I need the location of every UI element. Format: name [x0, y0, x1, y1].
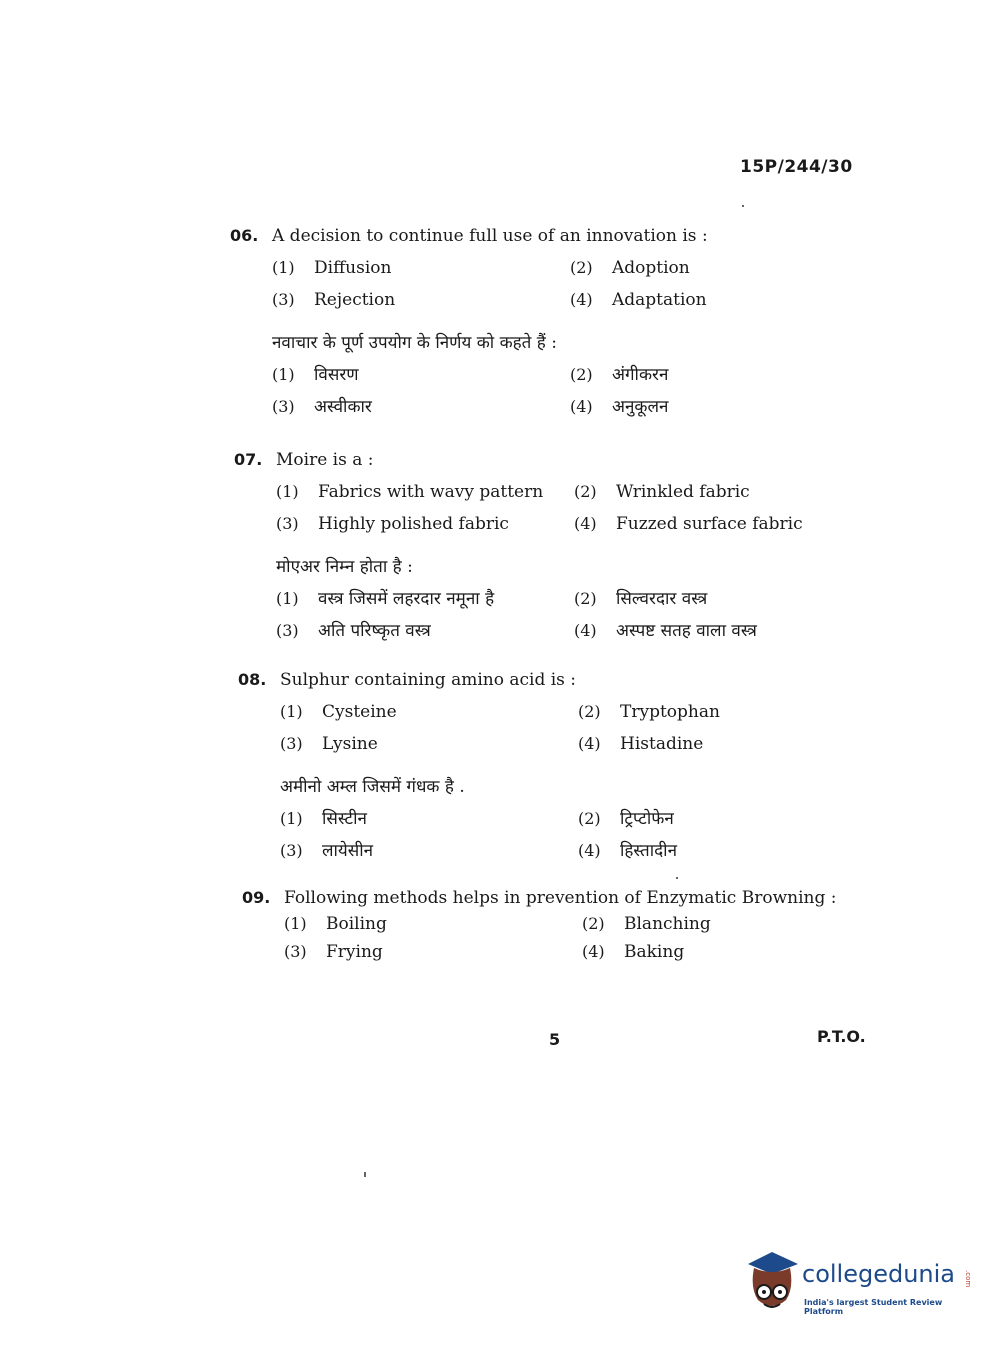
question-08: [238, 670, 858, 870]
option-4-hindi: (4) अस्पष्ट सतह वाला वस्त्र: [574, 621, 757, 641]
option-2: (2) Tryptophan: [578, 702, 720, 722]
option-2: (2) Adoption: [570, 258, 690, 278]
option-1-hindi: (1) सिस्टीन: [280, 809, 367, 829]
option-4: (4) Fuzzed surface fabric: [574, 514, 803, 534]
option-4: (4) Histadine: [578, 734, 704, 754]
question-number: 07.: [234, 450, 263, 469]
option-2-hindi: (2) अंगीकरन: [570, 365, 669, 385]
paper-code: 15P/244/30: [740, 157, 853, 177]
option-1-hindi: (1) वस्त्र जिसमें लहरदार नमूना है: [276, 589, 495, 609]
logo-tld: .com: [964, 1270, 972, 1288]
option-4: (4) Adaptation: [570, 290, 707, 310]
collegedunia-logo: [742, 1248, 972, 1320]
logo-name: collegedunia: [802, 1260, 956, 1288]
pto-label: P.T.O.: [817, 1027, 866, 1046]
option-3: (3) Frying: [284, 942, 383, 962]
option-3-hindi: (3) लायेसीन: [280, 841, 374, 861]
page-number: 5: [549, 1030, 561, 1049]
question-07: [234, 450, 854, 650]
question-text-hindi: अमीनो अम्ल जिसमें गंधक है .: [280, 777, 465, 797]
question-text: Following methods helps in prevention of Enzymatic Browning :: [284, 888, 837, 908]
option-3-hindi: (3) अस्वीकार: [272, 397, 372, 417]
question-number: 09.: [242, 888, 271, 907]
question-text-hindi: नवाचार के पूर्ण उपयोग के निर्णय को कहते हैं :: [272, 333, 557, 353]
question-number: 08.: [238, 670, 267, 689]
option-1: (1) Fabrics with wavy pattern: [276, 482, 544, 502]
question-06: [230, 226, 850, 426]
option-4: (4) Baking: [582, 942, 685, 962]
option-2: (2) Wrinkled fabric: [574, 482, 750, 502]
mascot-icon: [742, 1248, 800, 1318]
option-2: (2) Blanching: [582, 914, 711, 934]
option-2-hindi: (2) ट्रिप्टोफेन: [578, 809, 674, 829]
scan-mark: [364, 1172, 366, 1177]
question-text: A decision to continue full use of an innovation is :: [272, 226, 708, 246]
question-text: Sulphur containing amino acid is :: [280, 670, 577, 690]
scan-mark: [742, 205, 744, 207]
option-2-hindi: (2) सिल्वरदार वस्त्र: [574, 589, 708, 609]
option-1: (1) Cysteine: [280, 702, 397, 722]
option-3: (3) Lysine: [280, 734, 378, 754]
scan-mark: [676, 877, 678, 879]
logo-tagline: India's largest Student Review Platform: [804, 1298, 943, 1316]
option-3-hindi: (3) अति परिष्कृत वस्त्र: [276, 621, 431, 641]
question-text-hindi: मोएअर निम्न होता है :: [276, 557, 413, 577]
option-3: (3) Rejection: [272, 290, 396, 310]
option-4-hindi: (4) हिस्तादीन: [578, 841, 678, 861]
option-1: (1) Boiling: [284, 914, 387, 934]
option-4-hindi: (4) अनुकूलन: [570, 397, 669, 417]
question-number: 06.: [230, 226, 259, 245]
question-09: [242, 888, 862, 970]
question-text: Moire is a :: [276, 450, 374, 470]
option-1: (1) Diffusion: [272, 258, 392, 278]
option-1-hindi: (1) विसरण: [272, 365, 359, 385]
option-3: (3) Highly polished fabric: [276, 514, 509, 534]
